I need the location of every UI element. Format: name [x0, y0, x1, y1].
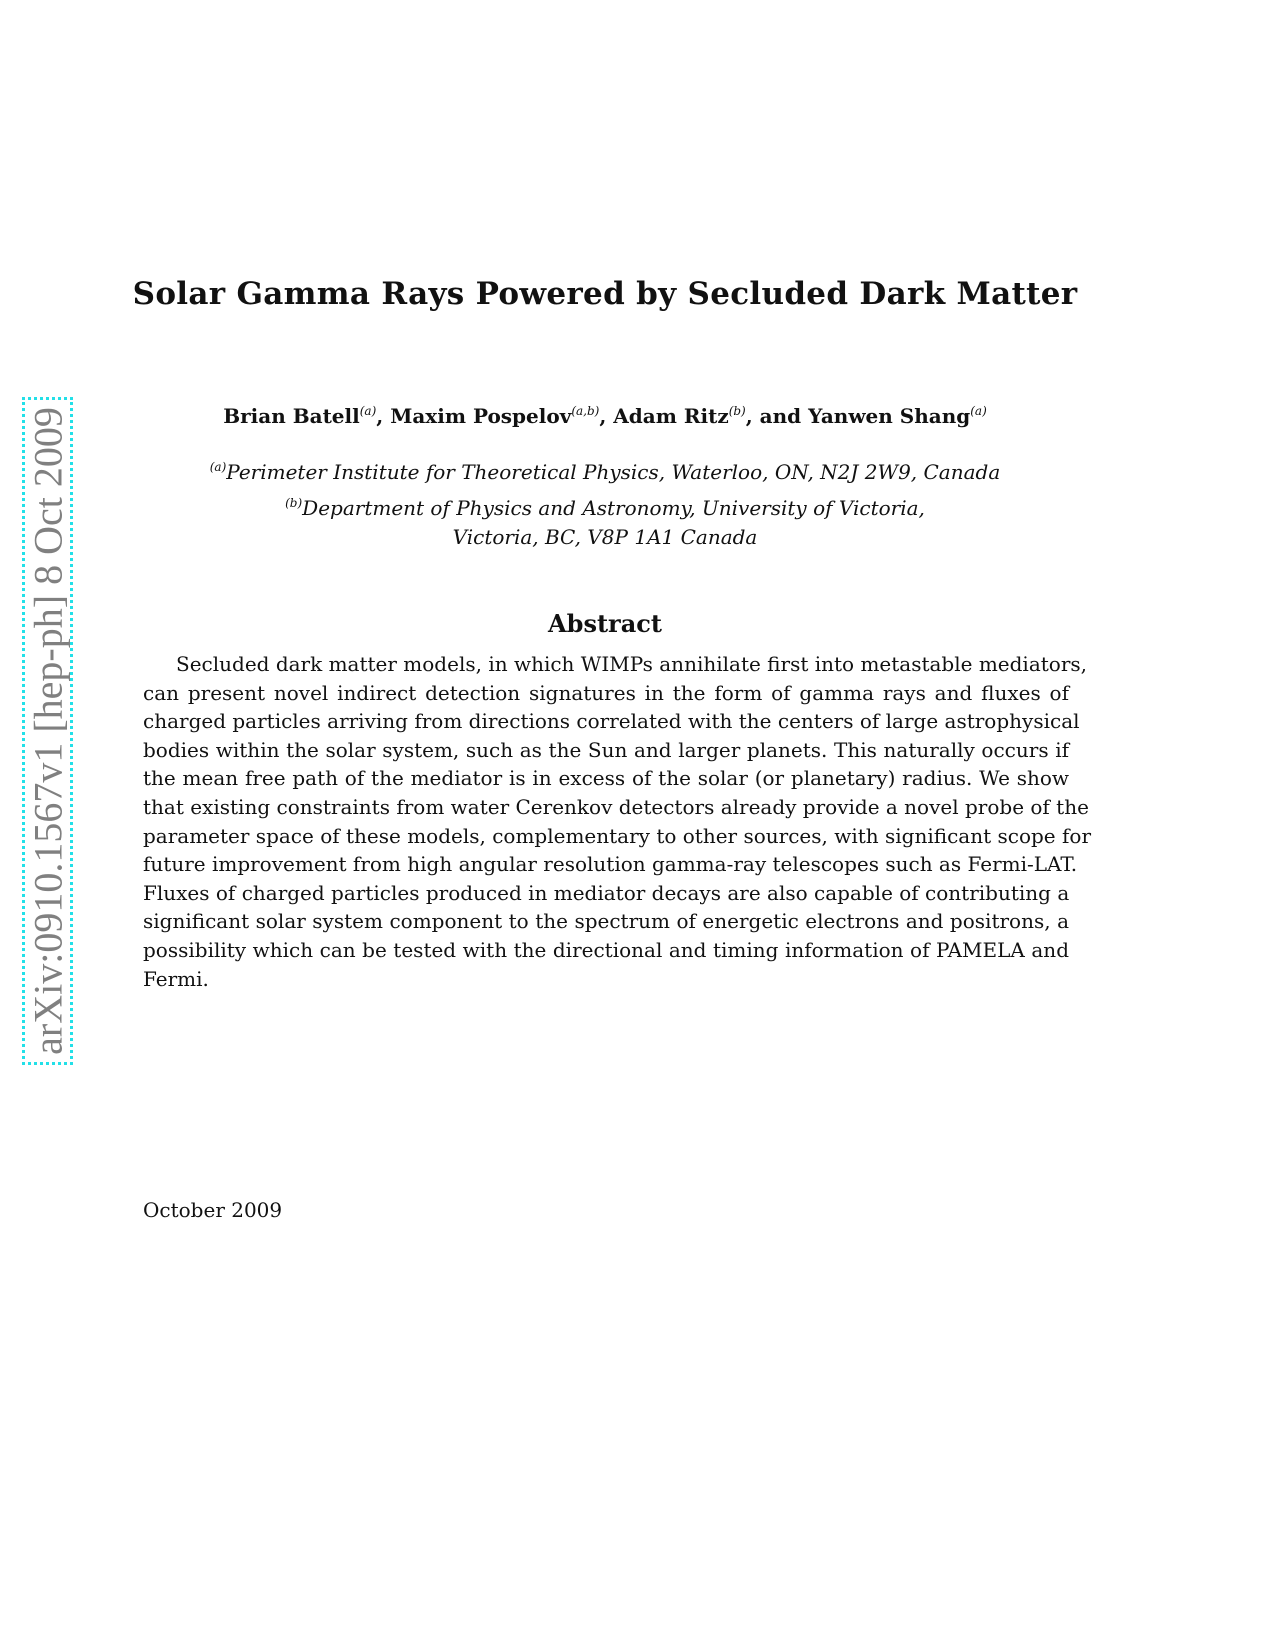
abstract-body	[143, 650, 1092, 993]
author-affiliation-mark: (a)	[970, 404, 987, 418]
arxiv-identifier: arXiv:0910.1567v1 [hep-ph] 8 Oct 2009	[25, 407, 70, 1055]
abstract-line: Fluxes of charged particles produced in mediator decays are also capable of contributing a	[143, 880, 1070, 905]
abstract-line: parameter space of these models, complementary to other sources, with significant scope for	[143, 823, 1092, 848]
affiliation-text: Department of Physics and Astronomy, University of Victoria,	[302, 496, 925, 520]
author-separator: , and	[745, 404, 809, 428]
paper-date: October 2009	[143, 1198, 283, 1222]
abstract-line: possibility which can be tested with the directional and timing information of PAMELA and	[143, 937, 1069, 962]
author-name: Maxim Pospelov	[390, 404, 572, 428]
author-name: Adam Ritz	[613, 404, 729, 428]
abstract-line: charged particles arriving from directions correlated with the centers of large astrophysical	[143, 709, 1080, 734]
abstract-line: that existing constraints from water Cerenkov detectors already provide a novel probe of the	[143, 794, 1089, 819]
abstract-line: can present novel indirect detection signatures in the form of gamma rays and fluxes of	[143, 680, 1069, 705]
author-separator: ,	[376, 404, 391, 428]
affiliation-a	[0, 460, 1210, 484]
abstract-line: future improvement from high angular resolution gamma-ray telescopes such as Fermi-LAT.	[143, 852, 1078, 877]
author-affiliation-mark: (a,b)	[571, 404, 600, 418]
abstract-heading: Abstract	[548, 609, 662, 638]
affiliation-b-line2: Victoria, BC, V8P 1A1 Canada	[452, 525, 758, 549]
author-affiliation-mark: (a)	[359, 404, 377, 418]
author-list	[0, 404, 1210, 428]
author-separator: ,	[599, 404, 614, 428]
author-name: Yanwen Shang	[808, 404, 971, 428]
abstract-line: Fermi.	[143, 966, 209, 991]
author-name: Brian Batell	[223, 404, 360, 428]
abstract-line: bodies within the solar system, such as the Sun and larger planets. This naturally occurs if	[143, 737, 1069, 762]
abstract-line: significant solar system component to the spectrum of energetic electrons and positrons, a	[143, 909, 1069, 934]
abstract-line: Secluded dark matter models, in which WIMPs annihilate first into metastable mediators,	[176, 652, 1088, 676]
author-affiliation-mark: (b)	[728, 404, 746, 418]
affiliation-text: Perimeter Institute for Theoretical Physics, Waterloo, ON, N2J 2W9, Canada	[226, 460, 1001, 484]
paper-title: Solar Gamma Rays Powered by Secluded Dark Matter	[132, 276, 1078, 312]
affiliation-mark: (a)	[209, 460, 227, 474]
abstract-line: the mean free path of the mediator is in excess of the solar (or planetary) radius. We show	[143, 766, 1069, 791]
affiliation-mark: (b)	[285, 496, 303, 510]
affiliation-b	[0, 496, 1210, 520]
